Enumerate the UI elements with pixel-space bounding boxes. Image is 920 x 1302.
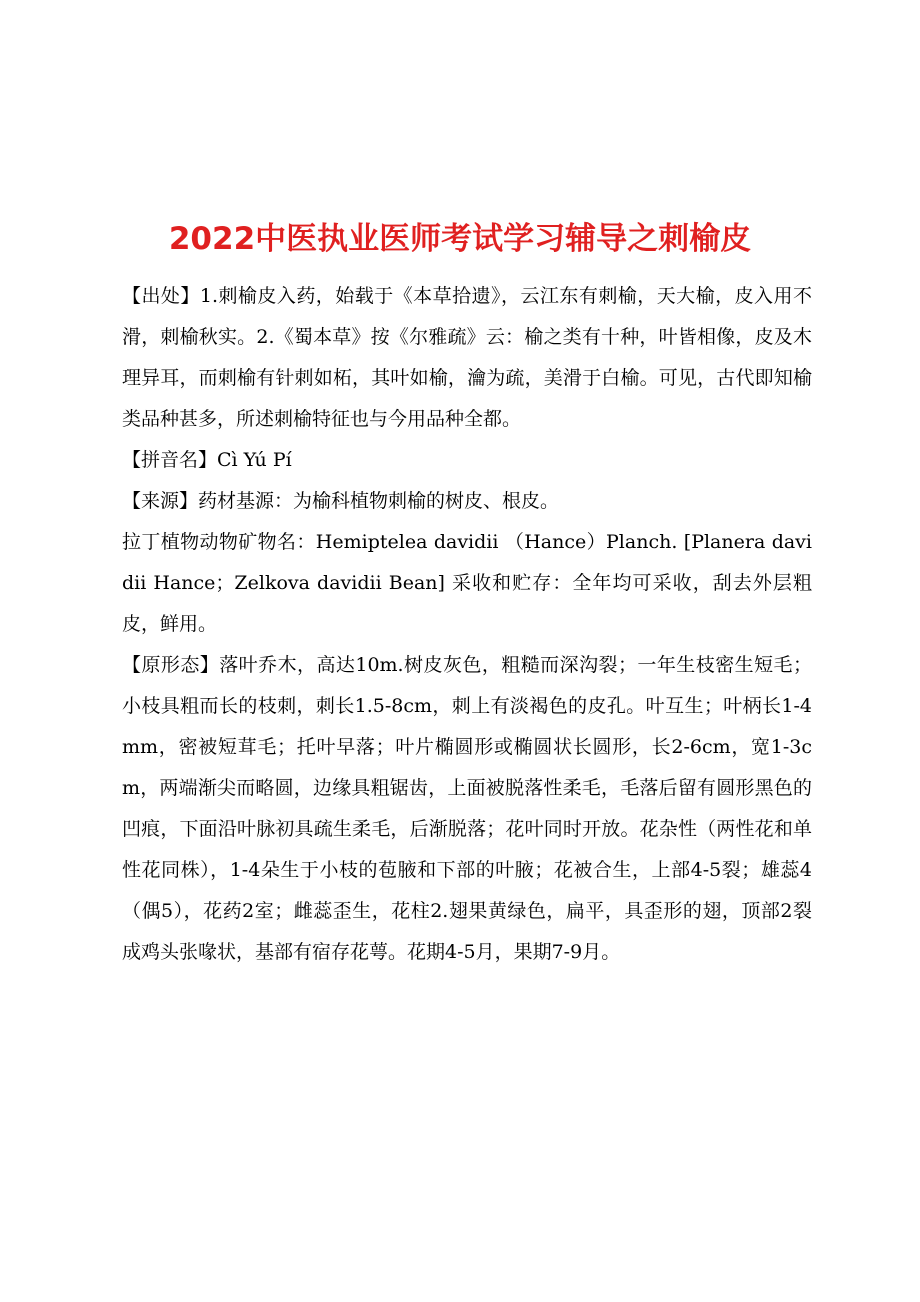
document-body — [122, 276, 812, 973]
paragraph-pinyin: 【拼音名】Cì Yú Pí — [122, 449, 292, 471]
paragraph-morphology: 【原形态】落叶乔木，高达10m.树皮灰色，粗糙而深沟裂；一年生枝密生短毛；小枝具粗而长的枝刺，刺长1.5-8cm，刺上有淡褐色的皮孔。叶互生；叶柄长1-4mm，密被短茸毛；托叶早落；叶片椭圆形或椭圆状长圆形，长2-6cm，宽1-3cm，两端渐尖而略圆，边缘具粗锯齿，上面被脱落性柔毛，毛落后留有圆形黑色的凹痕，下面沿叶脉初具疏生柔毛，后渐脱落；花叶同时开放。花杂性（两性花和单性花同株），1-4朵生于小枝的苞腋和下部的叶腋；花被合生，上部4-5裂；雄蕊4（偶5），花药2室；雌蕊歪生，花柱2.翅果黄绿色，扁平，具歪形的翅，顶部2裂成鸡头张喙状，基部有宿存花萼。花期4-5月，果期7-9月。 — [122, 654, 812, 963]
paragraph-latin-name: 拉丁植物动物矿物名：Hemiptelea davidii （Hance）Planch. [Planera davidii Hance；Zelkova davidii Bean] 采收和贮存：全年均可采收，刮去外层粗皮，鲜用。 — [122, 531, 812, 635]
document-title: 2022中医执业医师考试学习辅导之刺榆皮 — [168, 220, 752, 257]
paragraph-source: 【出处】1.刺榆皮入药，始载于《本草拾遗》，云江东有刺榆，天大榆，皮入用不滑，刺榆秋实。2.《蜀本草》按《尔雅疏》云：榆之类有十种，叶皆相像，皮及木理异耳，而刺榆有针刺如柘，其叶如榆，瀹为疏，美滑于白榆。可见，古代即知榆类品种甚多，所述刺榆特征也与今用品种全都。 — [122, 285, 812, 430]
paragraph-origin: 【来源】药材基源：为榆科植物刺榆的树皮、根皮。 — [122, 490, 560, 512]
